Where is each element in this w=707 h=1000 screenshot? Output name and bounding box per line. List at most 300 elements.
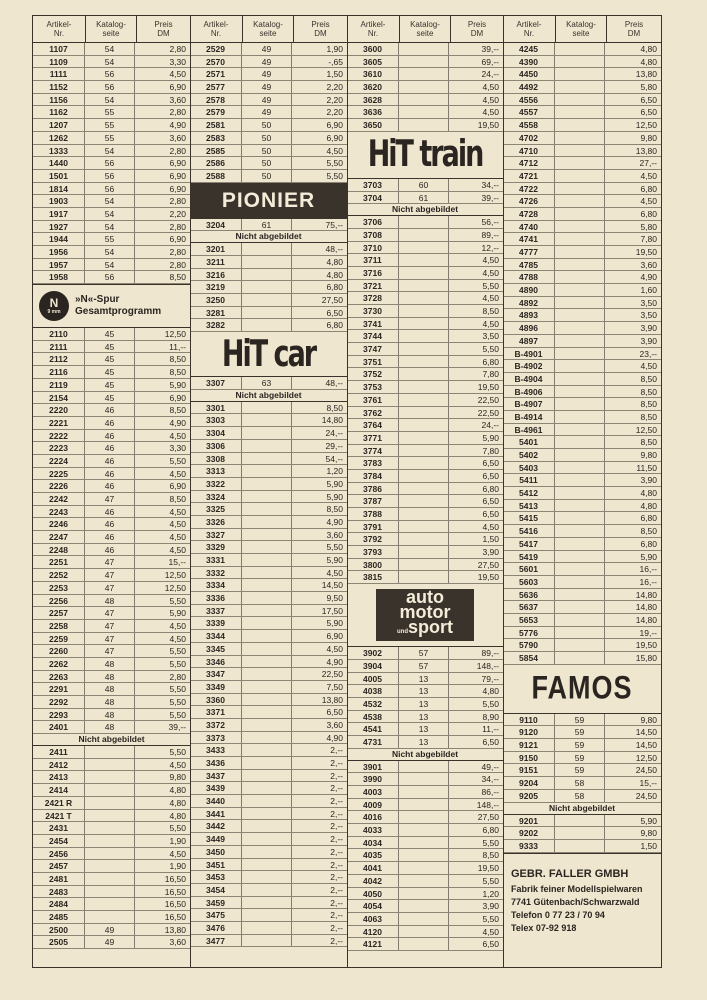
article-number: 3216	[190, 269, 242, 281]
price: 5,90	[326, 555, 343, 565]
catalog-page	[399, 849, 449, 861]
article-number: 3600	[347, 43, 399, 55]
table-row	[33, 417, 190, 430]
catalog-page	[555, 56, 605, 68]
table-row	[33, 746, 190, 759]
table-row	[347, 407, 503, 420]
table-row	[33, 119, 190, 132]
price: 14,80	[635, 614, 657, 625]
price: 16,--	[639, 564, 657, 575]
catalog-page	[399, 571, 449, 583]
table-row	[33, 936, 190, 949]
article-number: 4892	[503, 297, 555, 309]
table-section	[190, 401, 347, 948]
table-row	[190, 706, 347, 719]
catalog-page	[242, 909, 292, 921]
table-row	[190, 782, 347, 795]
price: 2,--	[330, 770, 343, 781]
price: 29,--	[325, 440, 343, 451]
catalog-page	[555, 297, 605, 309]
article-number: B-4902	[503, 360, 555, 372]
table-row	[190, 694, 347, 707]
company-line2: 7741 Gütenbach/Schwarzwald	[511, 896, 640, 907]
catalog-page: 48	[85, 721, 135, 733]
table-row	[190, 808, 347, 821]
catalog-page: 59	[555, 764, 605, 776]
price: 2,--	[330, 808, 343, 819]
table-row	[347, 761, 503, 774]
price: 4,50	[482, 94, 499, 105]
article-number: 3730	[347, 305, 399, 317]
catalog-page: 50	[242, 157, 292, 169]
table-row	[503, 297, 661, 310]
article-number: 3322	[190, 478, 242, 490]
table-row	[347, 786, 503, 799]
table-section	[33, 328, 190, 734]
article-number: 4003	[347, 786, 399, 798]
article-number: 5412	[503, 487, 555, 499]
catalog-page: 45	[85, 341, 135, 353]
n-spur-line1: »N«-Spur	[75, 294, 120, 306]
article-number: 2456	[33, 848, 85, 860]
price: 4,50	[169, 519, 186, 530]
table-row	[33, 784, 190, 797]
table-row	[347, 356, 503, 369]
table-row	[503, 639, 661, 652]
table-section	[347, 646, 503, 749]
table-row	[347, 179, 503, 192]
price: 27,50	[477, 559, 499, 570]
price: 1,50	[640, 840, 657, 851]
catalog-page	[242, 808, 292, 820]
price: 5,90	[169, 379, 186, 390]
table-row	[503, 790, 661, 803]
column-3	[347, 16, 504, 967]
article-number: 4035	[347, 849, 399, 861]
table-row	[190, 820, 347, 833]
table-row	[347, 267, 503, 280]
catalog-page	[242, 681, 292, 693]
catalog-page	[242, 897, 292, 909]
price: 6,90	[326, 132, 343, 143]
table-row	[503, 246, 661, 259]
catalog-page	[399, 862, 449, 874]
catalog-page: 54	[85, 221, 135, 233]
article-number: 3451	[190, 859, 242, 871]
table-row	[190, 269, 347, 282]
price: 16,--	[639, 576, 657, 587]
article-number: 1814	[33, 183, 85, 195]
article-number: 2484	[33, 898, 85, 910]
price: 3,90	[640, 475, 657, 486]
catalog-page	[399, 913, 449, 925]
article-number: 3636	[347, 106, 399, 118]
catalog-page: 49	[242, 94, 292, 106]
table-row	[347, 305, 503, 318]
article-number: 5401	[503, 436, 555, 448]
table-row	[347, 723, 503, 736]
article-number: 3475	[190, 909, 242, 921]
table-row	[190, 681, 347, 694]
catalog-page	[399, 292, 449, 304]
price: 8,50	[169, 272, 186, 283]
table-row	[503, 195, 661, 208]
table-row	[33, 658, 190, 671]
table-row	[33, 620, 190, 633]
table-row	[190, 554, 347, 567]
price: 5,90	[640, 551, 657, 562]
article-number: 4016	[347, 811, 399, 823]
catalog-page: 45	[85, 392, 135, 404]
price: 19,50	[635, 247, 657, 257]
price: 8,50	[640, 437, 657, 448]
price: 34,--	[481, 179, 499, 190]
article-number: 4893	[503, 309, 555, 321]
catalog-page: 59	[555, 739, 605, 751]
catalog-page	[242, 478, 292, 490]
table-row	[347, 43, 503, 56]
table-row	[190, 770, 347, 783]
catalog-page	[399, 470, 449, 482]
catalog-page: 55	[85, 106, 135, 118]
catalog-page	[242, 269, 292, 281]
table-row	[190, 281, 347, 294]
catalog-page: 54	[85, 43, 135, 55]
article-number: 2529	[190, 43, 242, 55]
article-number: 1111	[33, 68, 85, 80]
catalog-page	[555, 614, 605, 626]
table-row	[33, 480, 190, 493]
table-row	[33, 442, 190, 455]
price: 6,90	[169, 183, 186, 194]
price: 4,80	[326, 256, 343, 267]
catalog-page: 49	[242, 68, 292, 80]
catalog-page	[242, 833, 292, 845]
article-number: B-4906	[503, 386, 555, 398]
price: 27,--	[639, 158, 657, 169]
table-row	[503, 815, 661, 828]
price: 8,50	[640, 386, 657, 397]
catalog-page	[85, 784, 135, 796]
price: 89,--	[481, 648, 499, 659]
table-row	[33, 404, 190, 417]
table-row	[190, 757, 347, 770]
table-row	[33, 233, 190, 246]
catalog-page	[85, 873, 135, 885]
table-row	[190, 157, 347, 170]
article-number: 2246	[33, 518, 85, 530]
table-section	[33, 745, 190, 949]
article-number: 3792	[347, 533, 399, 545]
article-number: 4726	[503, 195, 555, 207]
table-row	[503, 145, 661, 158]
article-number: 3788	[347, 508, 399, 520]
catalog-page	[242, 871, 292, 883]
price: 5,50	[326, 542, 343, 553]
catalog-page	[242, 294, 292, 306]
article-number: 4722	[503, 183, 555, 195]
catalog-page	[399, 216, 449, 228]
article-number: 9151	[503, 764, 555, 776]
catalog-page	[399, 811, 449, 823]
article-number: 1944	[33, 233, 85, 245]
table-row	[347, 862, 503, 875]
table-row	[503, 449, 661, 462]
catalog-page	[555, 601, 605, 613]
price: 49,--	[481, 761, 499, 772]
price: 4,90	[169, 120, 186, 131]
article-number: 3902	[347, 647, 399, 659]
table-row	[33, 911, 190, 924]
catalog-page	[399, 824, 449, 836]
table-row	[33, 898, 190, 911]
article-number: 2579	[190, 106, 242, 118]
catalog-page	[555, 195, 605, 207]
price: 6,90	[169, 234, 186, 245]
catalog-page	[85, 886, 135, 898]
table-section	[190, 219, 347, 232]
catalog-page: 58	[555, 790, 605, 802]
table-row	[347, 495, 503, 508]
table-row	[33, 886, 190, 899]
article-number: 3313	[190, 465, 242, 477]
article-number: 4712	[503, 157, 555, 169]
header-preis: Preis DM	[624, 20, 644, 38]
article-number: 5415	[503, 512, 555, 524]
article-number: 5403	[503, 462, 555, 474]
catalog-page	[555, 538, 605, 550]
catalog-page	[85, 771, 135, 783]
article-number: 4785	[503, 259, 555, 271]
catalog-page: 55	[85, 233, 135, 245]
catalog-page	[399, 546, 449, 558]
catalog-page	[555, 360, 605, 372]
price: 5,80	[640, 82, 657, 93]
article-number: 3349	[190, 681, 242, 693]
table-row	[503, 652, 661, 665]
price: 6,80	[640, 208, 657, 219]
price: 3,90	[640, 323, 657, 334]
catalog-page	[242, 503, 292, 515]
price: 2,80	[169, 221, 186, 232]
article-number: 4740	[503, 221, 555, 233]
article-number: 2292	[33, 696, 85, 708]
table-section	[190, 242, 347, 332]
catalog-page: 46	[85, 468, 135, 480]
catalog-page: 59	[555, 714, 605, 726]
catalog-page: 46	[85, 480, 135, 492]
price: 1,90	[169, 861, 186, 872]
famos-logo-box	[503, 665, 661, 713]
price: 3,60	[640, 259, 657, 270]
catalog-page: 45	[85, 353, 135, 365]
article-number: 3721	[347, 280, 399, 292]
article-number: 3436	[190, 757, 242, 769]
price: 4,50	[169, 430, 186, 441]
table-row	[33, 455, 190, 468]
table-row	[190, 414, 347, 427]
table-row	[33, 468, 190, 481]
table-row	[347, 938, 503, 951]
price: 4,50	[169, 532, 186, 543]
article-number: 2225	[33, 468, 85, 480]
n-spur-banner	[33, 284, 190, 328]
price: 2,--	[330, 846, 343, 857]
table-row	[33, 582, 190, 595]
table-row	[347, 242, 503, 255]
price: 7,80	[482, 369, 499, 380]
catalog-page	[85, 860, 135, 872]
table-row	[347, 698, 503, 711]
table-row	[347, 849, 503, 862]
price: 8,50	[326, 402, 343, 413]
catalog-page	[242, 592, 292, 604]
table-row	[190, 732, 347, 745]
price: 2,--	[330, 935, 343, 946]
price: 6,80	[482, 356, 499, 367]
article-number: 1162	[33, 106, 85, 118]
catalog-page	[399, 445, 449, 457]
table-row	[503, 43, 661, 56]
article-number: 3211	[190, 256, 242, 268]
price: 6,80	[482, 825, 499, 836]
article-number: 3711	[347, 254, 399, 266]
table-row	[190, 56, 347, 69]
catalog-page	[555, 284, 605, 296]
note-not-pictured: Nicht abgebildet	[78, 734, 145, 745]
price: 8,50	[640, 399, 657, 410]
article-number: 5402	[503, 449, 555, 461]
table-row	[33, 595, 190, 608]
article-number: 3441	[190, 808, 242, 820]
price: 2,20	[169, 208, 186, 219]
catalog-page: 46	[85, 455, 135, 467]
catalog-page: 61	[242, 219, 292, 231]
table-row	[190, 478, 347, 491]
table-row	[503, 601, 661, 614]
table-row	[33, 873, 190, 886]
table-row	[347, 192, 503, 205]
table-row	[190, 744, 347, 757]
catalog-page: 54	[85, 195, 135, 207]
article-number: 4063	[347, 913, 399, 925]
price: 4,80	[482, 686, 499, 697]
table-row	[347, 533, 503, 546]
catalog-page: 13	[399, 698, 449, 710]
price: 12,50	[164, 582, 186, 593]
catalog-page: 56	[85, 271, 135, 283]
table-row	[503, 525, 661, 538]
catalog-page: 54	[85, 259, 135, 271]
table-row	[503, 81, 661, 94]
table-row	[33, 671, 190, 684]
price: 9,80	[640, 714, 657, 725]
article-number: 4702	[503, 132, 555, 144]
catalog-page: 47	[85, 556, 135, 568]
table-row	[33, 924, 190, 937]
price: 39,--	[481, 44, 499, 54]
price: 19,50	[477, 863, 499, 874]
price: 86,--	[481, 787, 499, 797]
article-number: 4009	[347, 799, 399, 811]
table-row	[190, 630, 347, 643]
table-row	[347, 119, 503, 132]
table-row	[33, 56, 190, 69]
price: 6,50	[482, 736, 499, 747]
article-number: 3771	[347, 432, 399, 444]
catalog-page: 46	[85, 518, 135, 530]
logo-sport-line	[397, 617, 453, 640]
column-header	[190, 16, 347, 43]
table-row	[503, 309, 661, 322]
price: 4,50	[169, 620, 186, 631]
table-row	[503, 627, 661, 640]
price: 5,50	[169, 455, 186, 466]
catalog-page: 56	[85, 68, 135, 80]
catalog-page	[555, 309, 605, 321]
table-row	[33, 797, 190, 810]
table-row	[347, 381, 503, 394]
catalog-page: 50	[242, 145, 292, 157]
table-row	[190, 909, 347, 922]
article-number: 2412	[33, 759, 85, 771]
table-row	[33, 81, 190, 94]
table-row	[33, 835, 190, 848]
price: 6,50	[482, 509, 499, 519]
catalog-page	[242, 694, 292, 706]
price: 4,50	[169, 69, 186, 80]
table-row	[190, 643, 347, 656]
table-row	[33, 683, 190, 696]
table-row	[503, 208, 661, 221]
catalog-page: 47	[85, 633, 135, 645]
price: 6,80	[326, 320, 343, 331]
article-number: 5637	[503, 601, 555, 613]
catalog-page	[399, 343, 449, 355]
price: 11,--	[169, 341, 186, 352]
catalog-page	[399, 305, 449, 317]
table-row	[503, 233, 661, 246]
article-number: 2256	[33, 595, 85, 607]
table-row	[33, 848, 190, 861]
catalog-page	[242, 491, 292, 503]
article-number: 5416	[503, 525, 555, 537]
table-row	[503, 335, 661, 348]
table-row	[347, 926, 503, 939]
table-row	[503, 132, 661, 145]
catalog-page	[399, 521, 449, 533]
table-row	[190, 491, 347, 504]
catalog-page	[555, 827, 605, 839]
catalog-page	[555, 512, 605, 524]
article-number: 2500	[33, 924, 85, 936]
company-name: GEBR. FALLER GMBH	[511, 867, 629, 880]
price: 3,60	[169, 937, 186, 948]
price: 2,--	[330, 745, 343, 756]
table-row	[503, 259, 661, 272]
table-row	[503, 373, 661, 386]
price: 4,80	[169, 810, 186, 821]
table-row	[503, 764, 661, 777]
price: 39,--	[481, 192, 499, 203]
price: 14,80	[321, 415, 343, 426]
catalog-page	[85, 759, 135, 771]
table-row	[33, 696, 190, 709]
catalog-page	[242, 453, 292, 465]
article-number: 3331	[190, 554, 242, 566]
table-row	[33, 221, 190, 234]
catalog-page	[399, 280, 449, 292]
